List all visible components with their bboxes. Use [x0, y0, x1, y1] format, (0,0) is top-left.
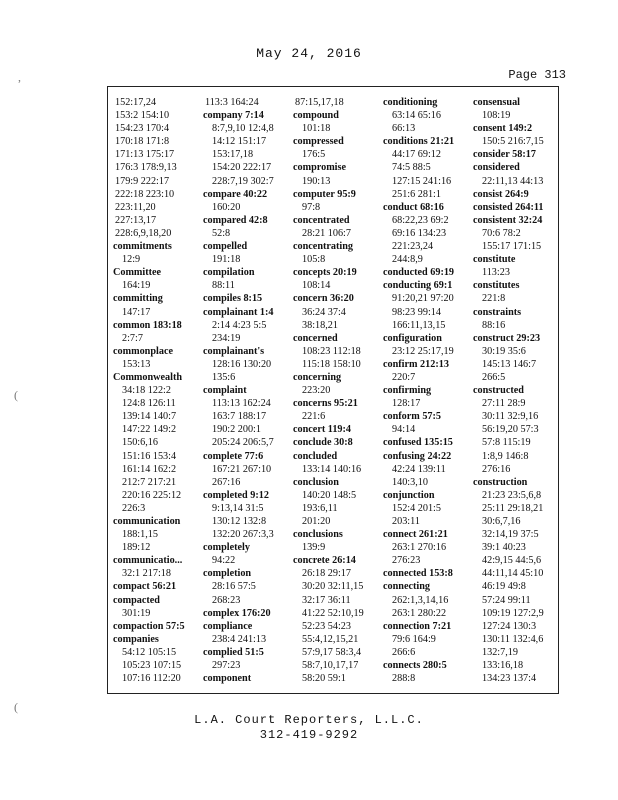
index-reference: 2:14 4:23 5:5	[212, 319, 267, 331]
index-term: consist 264:9	[473, 188, 529, 200]
index-reference: 161:14 162:2	[122, 463, 177, 475]
index-term: compared 42:8	[203, 214, 268, 226]
index-term: constructed	[473, 385, 524, 397]
index-reference: 140:3,10	[392, 476, 428, 488]
index-term: consent 149:2	[473, 123, 533, 135]
punch-mark: (	[14, 388, 18, 402]
index-reference: 154:23 170:4	[115, 123, 170, 135]
index-reference: 153:2 154:10	[115, 110, 170, 122]
index-term: complainant 1:4	[203, 306, 274, 318]
index-reference: 28:16 57:5	[212, 581, 256, 593]
index-term: common 183:18	[113, 319, 182, 331]
index-term: configuration	[383, 332, 442, 344]
index-reference: 128:17	[392, 398, 421, 410]
page-number: Page 313	[508, 68, 566, 82]
index-term: conclusions	[293, 529, 343, 541]
index-reference: 301:19	[122, 607, 151, 619]
index-reference: 127:24 130:3	[482, 620, 537, 632]
index-term: consisted 264:11	[473, 201, 544, 213]
index-reference: 56:19,20 57:3	[482, 424, 539, 436]
index-reference: 263:1 280:22	[392, 607, 447, 619]
index-reference: 201:20	[302, 516, 331, 527]
index-reference: 212:7 217:21	[122, 476, 177, 488]
index-reference: 176:3 178:9,13	[115, 162, 177, 174]
index-term: company 7:14	[203, 110, 264, 122]
index-reference: 54:12 105:15	[122, 646, 177, 658]
index-reference: 57:8 115:19	[482, 437, 531, 449]
index-reference: 288:8	[392, 673, 416, 685]
index-reference: 189:12	[122, 542, 151, 554]
index-reference: 113:23	[482, 267, 510, 279]
index-reference: 139:9	[302, 542, 326, 554]
index-reference: 188:1,15	[122, 529, 158, 541]
index-reference: 130:12 132:8	[212, 516, 267, 527]
index-term: connects 280:5	[383, 660, 447, 672]
index-reference: 58:20 59:1	[302, 673, 346, 685]
index-reference: 132:20 267:3,3	[212, 529, 274, 541]
index-reference: 171:13 175:17	[115, 149, 175, 161]
index-reference: 94:22	[212, 555, 236, 567]
index-reference: 44:17 69:12	[392, 149, 441, 161]
index-reference: 266:6	[392, 646, 416, 658]
index-term: companies	[113, 633, 159, 645]
index-term: compiles 8:15	[203, 293, 263, 305]
index-term: complainant's	[203, 345, 265, 357]
index-reference: 101:18	[302, 123, 331, 135]
index-term: confirm 212:13	[383, 358, 449, 370]
index-reference: 170:18 171:8	[115, 136, 170, 148]
index-reference: 167:21 267:10	[212, 463, 272, 475]
index-reference: 153:17,18	[212, 149, 254, 161]
index-term: communication	[113, 516, 181, 527]
index-term: concluded	[293, 450, 338, 462]
index-reference: 135:6	[212, 371, 236, 383]
index-reference: 79:6 164:9	[392, 633, 436, 645]
index-term: conclusion	[293, 476, 339, 488]
index-reference: 152:17,24	[115, 97, 157, 108]
index-column-5	[468, 87, 558, 693]
index-reference: 30:6,7,16	[482, 516, 521, 527]
index-column-2	[198, 87, 288, 693]
word-index-table	[107, 86, 559, 694]
index-reference: 42:9,15 44:5,6	[482, 555, 542, 567]
index-term: conditioning	[383, 97, 438, 108]
index-reference: 108:14	[302, 280, 331, 292]
index-reference: 26:18 29:17	[302, 568, 351, 580]
index-reference: 57:24 99:11	[482, 594, 531, 606]
index-term: confirming	[383, 385, 432, 397]
index-reference: 263:1 270:16	[392, 542, 447, 554]
index-term: compare 40:22	[203, 188, 268, 200]
index-term: Commonwealth	[113, 371, 183, 383]
index-term: completely	[203, 542, 250, 554]
index-reference: 105:8	[302, 254, 326, 266]
index-term: constitutes	[473, 280, 520, 292]
index-term: concrete 26:14	[293, 555, 356, 567]
index-term: consider 58:17	[473, 149, 536, 161]
index-reference: 166:11,13,15	[392, 319, 446, 331]
index-reference: 276:16	[482, 463, 511, 475]
index-reference: 127:15 241:16	[392, 175, 452, 187]
index-reference: 21:23 23:5,6,8	[482, 489, 542, 501]
index-term: conjunction	[383, 489, 435, 501]
index-reference: 94:14	[392, 424, 416, 436]
index-term: construction	[473, 476, 528, 488]
index-reference: 30:20 32:11,15	[302, 581, 364, 593]
index-reference: 108:23 112:18	[302, 345, 361, 357]
index-reference: 228:7,19 302:7	[212, 175, 274, 187]
index-term: conducting 69:1	[383, 280, 453, 292]
index-reference: 32:17 36:11	[302, 594, 351, 606]
index-reference: 223:11,20	[115, 201, 156, 213]
index-reference: 244:8,9	[392, 254, 423, 266]
index-term: compilation	[203, 267, 255, 279]
index-reference: 139:14 140:7	[122, 411, 177, 423]
index-reference: 52:8	[212, 227, 231, 239]
index-term: compacted	[113, 594, 160, 606]
index-reference: 38:18,21	[302, 319, 338, 331]
index-reference: 34:18 122:2	[122, 385, 171, 397]
index-term: consistent 32:24	[473, 214, 543, 226]
index-reference: 150:6,16	[122, 437, 158, 449]
index-term: construct 29:23	[473, 332, 541, 344]
index-term: conditions 21:21	[383, 136, 455, 148]
index-reference: 262:1,3,14,16	[392, 594, 449, 606]
index-term: complaint	[203, 385, 247, 397]
index-reference: 9:13,14 31:5	[212, 502, 264, 514]
reporter-name: L.A. Court Reporters, L.L.C.	[194, 713, 424, 727]
index-reference: 68:22,23 69:2	[392, 214, 449, 226]
index-reference: 41:22 52:10,19	[302, 607, 364, 619]
index-term: concentrating	[293, 241, 353, 253]
index-reference: 297:23	[212, 660, 241, 672]
index-reference: 113:13 162:24	[212, 398, 271, 410]
index-reference: 69:16 134:23	[392, 227, 447, 239]
index-reference: 154:20 222:17	[212, 162, 272, 174]
index-reference: 133:14 140:16	[302, 463, 362, 475]
index-term: concern 36:20	[293, 293, 354, 305]
index-reference: 179:9 222:17	[115, 175, 170, 187]
index-term: connect 261:21	[383, 529, 448, 541]
index-column-4	[378, 87, 468, 693]
index-term: conduct 68:16	[383, 201, 444, 213]
index-reference: 152:4 201:5	[392, 502, 441, 514]
index-reference: 132:7,19	[482, 646, 518, 658]
index-term: constraints	[473, 306, 522, 318]
index-reference: 88:16	[482, 319, 506, 331]
index-reference: 160:20	[212, 201, 241, 213]
index-reference: 58:7,10,17,17	[302, 660, 359, 672]
index-reference: 128:16 130:20	[212, 358, 272, 370]
index-term: concentrated	[293, 214, 350, 226]
index-term: connecting	[383, 581, 430, 593]
index-reference: 124:8 126:11	[122, 398, 176, 410]
index-term: commonplace	[113, 345, 173, 357]
index-reference: 87:15,17,18	[295, 97, 344, 108]
punch-mark: (	[14, 700, 18, 714]
index-reference: 267:16	[212, 476, 241, 488]
index-reference: 220:7	[392, 371, 416, 383]
index-term: constitute	[473, 254, 516, 266]
index-term: concerns 95:21	[293, 398, 358, 410]
index-reference: 44:11,14 45:10	[482, 568, 544, 580]
index-reference: 134:23 137:4	[482, 673, 537, 685]
index-term: compliance	[203, 620, 253, 632]
index-reference: 36:24 37:4	[302, 306, 346, 318]
index-column-1	[108, 87, 198, 693]
index-reference: 52:23 54:23	[302, 620, 351, 632]
index-reference: 22:11,13 44:13	[482, 175, 544, 187]
index-term: compelled	[203, 241, 248, 253]
index-reference: 30:11 32:9,16	[482, 411, 539, 423]
index-reference: 105:23 107:15	[122, 660, 182, 672]
index-term: compressed	[293, 136, 344, 148]
index-reference: 39:1 40:23	[482, 542, 526, 554]
index-reference: 2:7:7	[122, 332, 143, 344]
index-term: compromise	[293, 162, 347, 174]
index-term: completed 9:12	[203, 489, 269, 501]
index-reference: 147:17	[122, 306, 151, 318]
index-term: consensual	[473, 97, 520, 108]
index-reference: 155:17 171:15	[482, 241, 542, 253]
index-term: compact 56:21	[113, 581, 177, 593]
index-term: connection 7:21	[383, 620, 452, 632]
index-reference: 150:5 216:7,15	[482, 136, 544, 148]
index-reference: 190:13	[302, 175, 331, 187]
index-reference: 14:12 151:17	[212, 136, 267, 148]
index-term: confused 135:15	[383, 437, 453, 449]
index-term: committing	[113, 293, 163, 305]
index-reference: 98:23 99:14	[392, 306, 441, 318]
index-reference: 70:6 78:2	[482, 227, 521, 239]
index-reference: 55:4,12,15,21	[302, 633, 359, 645]
index-reference: 140:20 148:5	[302, 489, 357, 501]
index-reference: 191:18	[212, 254, 241, 266]
index-reference: 145:13 146:7	[482, 358, 537, 370]
index-term: compound	[293, 110, 339, 122]
index-reference: 108:19	[482, 110, 511, 122]
index-term: concepts 20:19	[293, 267, 357, 279]
index-reference: 234:19	[212, 332, 241, 344]
index-reference: 227:13,17	[115, 214, 157, 226]
index-reference: 164:19	[122, 280, 151, 292]
index-term: connected 153:8	[383, 568, 453, 580]
index-reference: 28:21 106:7	[302, 227, 351, 239]
index-reference: 205:24 206:5,7	[212, 437, 274, 449]
index-reference: 220:16 225:12	[122, 489, 182, 501]
index-reference: 23:12 25:17,19	[392, 345, 454, 357]
reporter-phone: 312-419-9292	[259, 728, 359, 742]
index-reference: 176:5	[302, 149, 326, 161]
index-reference: 27:11 28:9	[482, 398, 526, 410]
index-reference: 63:14 65:16	[392, 110, 441, 122]
index-reference: 221:8	[482, 293, 506, 305]
index-reference: 226:3	[122, 502, 146, 514]
index-term: considered	[473, 162, 520, 174]
index-reference: 221:6	[302, 411, 326, 423]
index-reference: 276:23	[392, 555, 421, 567]
index-reference: 1:8,9 146:8	[482, 450, 529, 462]
index-reference: 30:19 35:6	[482, 345, 526, 357]
index-reference: 251:6 281:1	[392, 188, 441, 200]
index-reference: 88:11	[212, 280, 235, 292]
index-reference: 151:16 153:4	[122, 450, 177, 462]
index-reference: 8:7,9,10 12:4,8	[212, 123, 274, 135]
index-reference: 107:16 112:20	[122, 673, 181, 685]
index-reference: 12:9	[122, 254, 141, 266]
index-reference: 25:11 29:18,21	[482, 502, 544, 514]
index-reference: 130:11 132:4,6	[482, 633, 544, 645]
index-reference: 147:22 149:2	[122, 424, 177, 436]
index-term: Committee	[113, 267, 162, 279]
index-reference: 46:19 49:8	[482, 581, 526, 593]
transcript-date: May 24, 2016	[256, 46, 362, 61]
index-reference: 113:3 164:24	[205, 97, 259, 108]
index-reference: 109:19 127:2,9	[482, 607, 544, 619]
index-term: completion	[203, 568, 252, 580]
index-reference: 74:5 88:5	[392, 162, 431, 174]
index-reference: 223:20	[302, 385, 331, 397]
index-reference: 203:11	[392, 516, 420, 527]
index-term: concert 119:4	[293, 424, 351, 436]
index-reference: 66:13	[392, 123, 416, 135]
index-reference: 32:14,19 37:5	[482, 529, 539, 541]
index-reference: 221:23,24	[392, 241, 434, 253]
index-reference: 42:24 139:11	[392, 463, 446, 475]
index-term: complied 51:5	[203, 646, 264, 658]
index-reference: 115:18 158:10	[302, 358, 361, 370]
index-term: compaction 57:5	[113, 620, 185, 632]
index-reference: 190:2 200:1	[212, 424, 261, 436]
index-term: complex 176:20	[203, 607, 271, 619]
index-reference: 153:13	[122, 358, 151, 370]
index-reference: 57:9,17 58:3,4	[302, 646, 362, 658]
index-column-3	[288, 87, 378, 693]
punch-mark: ,	[18, 70, 21, 84]
index-reference: 238:4 241:13	[212, 633, 267, 645]
index-term: concerned	[293, 332, 338, 344]
index-reference: 163:7 188:17	[212, 411, 267, 423]
index-term: confusing 24:22	[383, 450, 452, 462]
index-term: component	[203, 673, 252, 685]
index-reference: 91:20,21 97:20	[392, 293, 454, 305]
index-reference: 266:5	[482, 371, 506, 383]
index-term: communicatio...	[113, 555, 183, 567]
index-reference: 268:23	[212, 594, 241, 606]
index-term: conducted 69:19	[383, 267, 455, 279]
index-reference: 228:6,9,18,20	[115, 227, 172, 239]
index-reference: 133:16,18	[482, 660, 524, 672]
index-term: complete 77:6	[203, 450, 264, 462]
index-term: concerning	[293, 371, 342, 383]
index-reference: 97:8	[302, 201, 321, 213]
index-term: computer 95:9	[293, 188, 356, 200]
index-term: commitments	[113, 241, 172, 253]
index-term: conclude 30:8	[293, 437, 353, 449]
index-reference: 193:6,11	[302, 502, 338, 514]
index-term: conform 57:5	[383, 411, 441, 423]
index-reference: 222:18 223:10	[115, 188, 175, 200]
index-reference: 32:1 217:18	[122, 568, 171, 580]
